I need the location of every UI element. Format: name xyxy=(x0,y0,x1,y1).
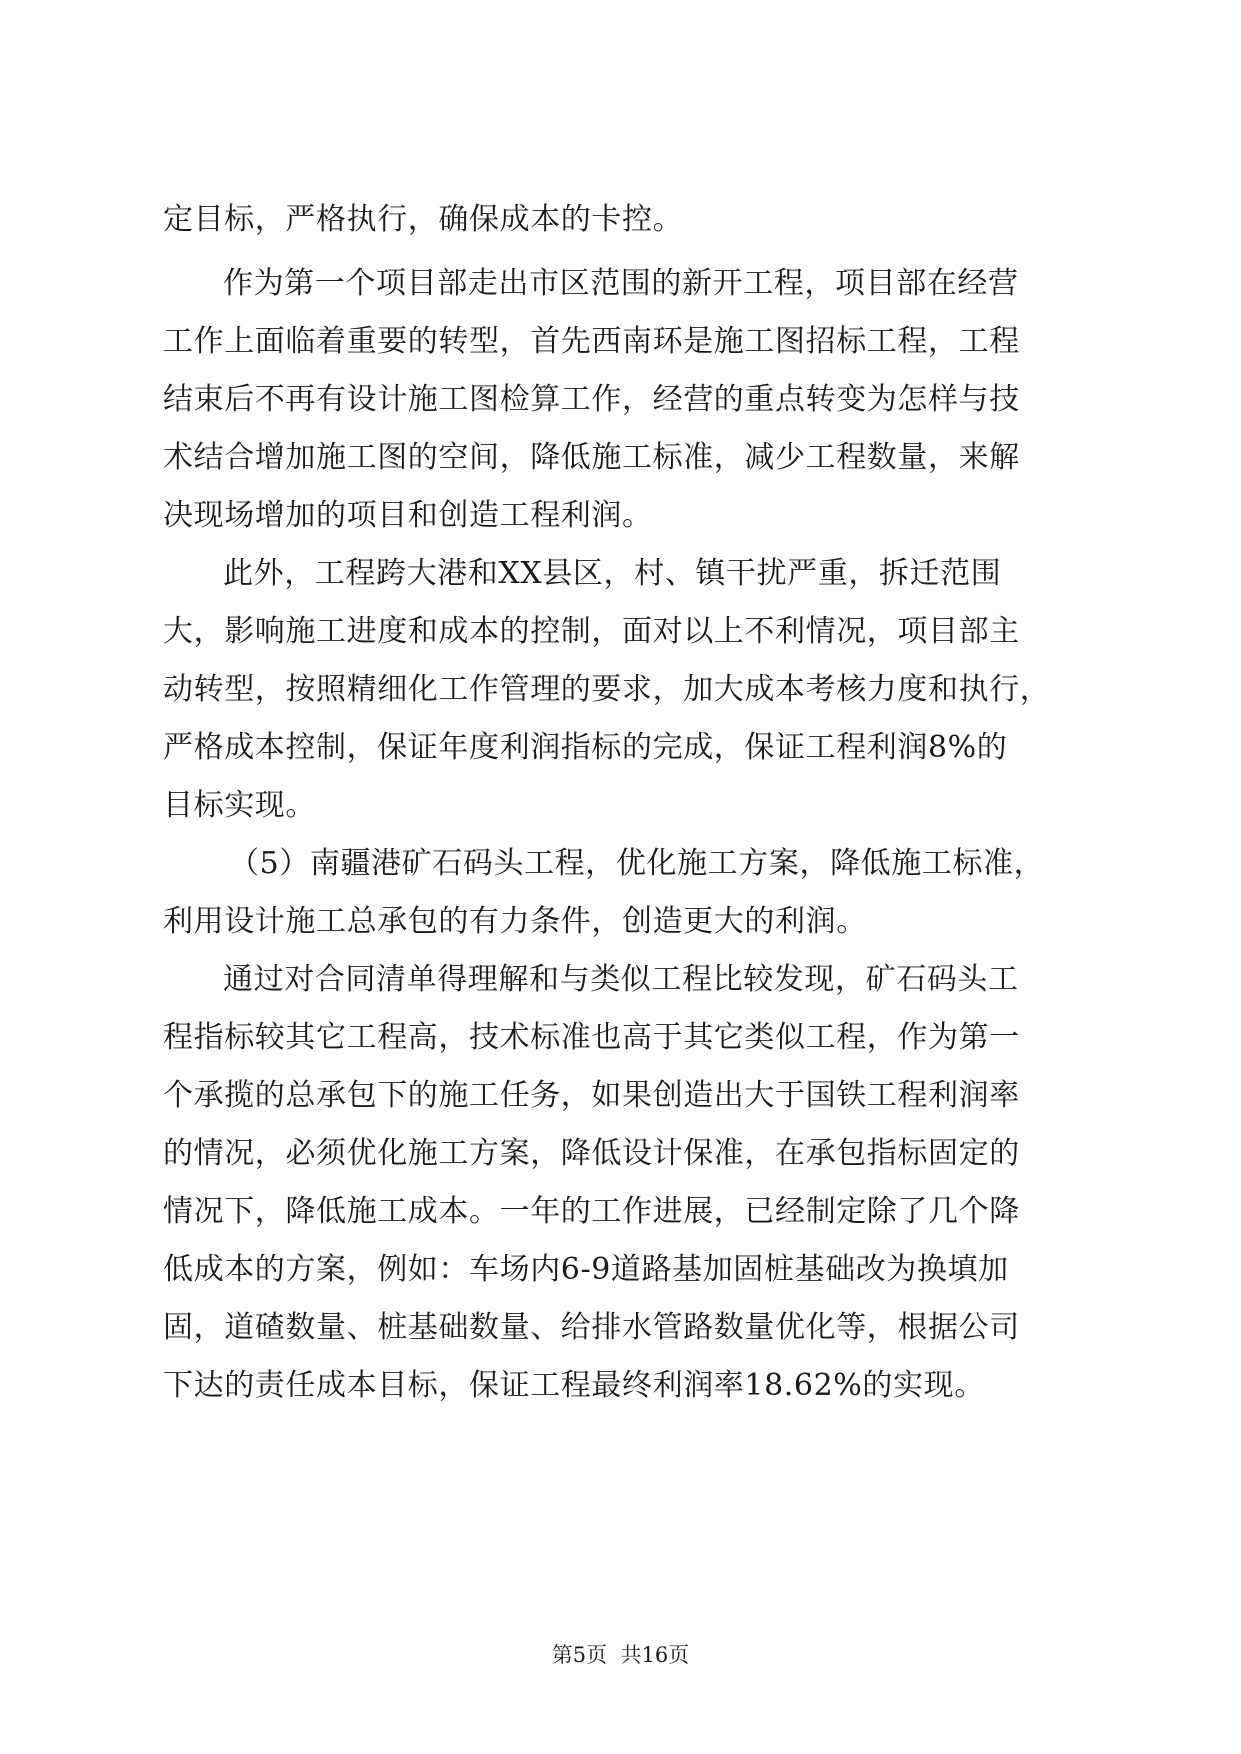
text-line: 利用设计施工总承包的有力条件，创造更大的利润。 xyxy=(163,904,867,939)
text-line: （5）南疆港矿石码头工程，优化施工方案，降低施工标准， xyxy=(229,846,1045,881)
text-line: 大，影响施工进度和成本的控制，面对以上不利情况，项目部主 xyxy=(163,614,1020,649)
text-line: 个承揽的总承包下的施工任务，如果创造出大于国铁工程利润率 xyxy=(163,1078,1020,1113)
page-footer xyxy=(0,1640,1241,1670)
text-line: 动转型，按照精细化工作管理的要求，加大成本考核力度和执行， xyxy=(163,672,1051,707)
text-line: 的情况，必须优化施工方案，降低设计保准，在承包指标固定的 xyxy=(163,1136,1020,1171)
text-line: 工作上面临着重要的转型，首先西南环是施工图招标工程，工程 xyxy=(163,324,1020,359)
text-line: 结束后不再有设计施工图检算工作，经营的重点转变为怎样与技 xyxy=(163,382,1020,417)
text-line: 此外，工程跨大港和XX县区，村、镇干扰严重，拆迁范围 xyxy=(223,556,1002,591)
text-line: 低成本的方案，例如：车场内6-9道路基加固桩基础改为换填加 xyxy=(163,1252,1009,1287)
text-line: 定目标，严格执行，确保成本的卡控。 xyxy=(163,202,684,237)
text-line: 情况下，降低施工成本。一年的工作进展，已经制定除了几个降 xyxy=(163,1194,1020,1229)
text-line: 通过对合同清单得理解和与类似工程比较发现，矿石码头工 xyxy=(223,962,1019,997)
text-line: 程指标较其它工程高，技术标准也高于其它类似工程，作为第一 xyxy=(163,1020,1020,1055)
text-line: 作为第一个项目部走出市区范围的新开工程，项目部在经营 xyxy=(223,266,1019,301)
page-number-label: 第5页 共16页 xyxy=(551,1643,690,1667)
text-line: 严格成本控制，保证年度利润指标的完成，保证工程利润8%的 xyxy=(163,730,1008,765)
text-line: 下达的责任成本目标，保证工程最终利润率18.62%的实现。 xyxy=(163,1368,985,1403)
text-line: 决现场增加的项目和创造工程利润。 xyxy=(163,498,653,533)
text-line: 目标实现。 xyxy=(163,788,316,823)
text-line: 术结合增加施工图的空间，降低施工标准，减少工程数量，来解 xyxy=(163,440,1020,475)
text-line: 固，道碴数量、桩基础数量、给排水管路数量优化等，根据公司 xyxy=(163,1310,1020,1345)
